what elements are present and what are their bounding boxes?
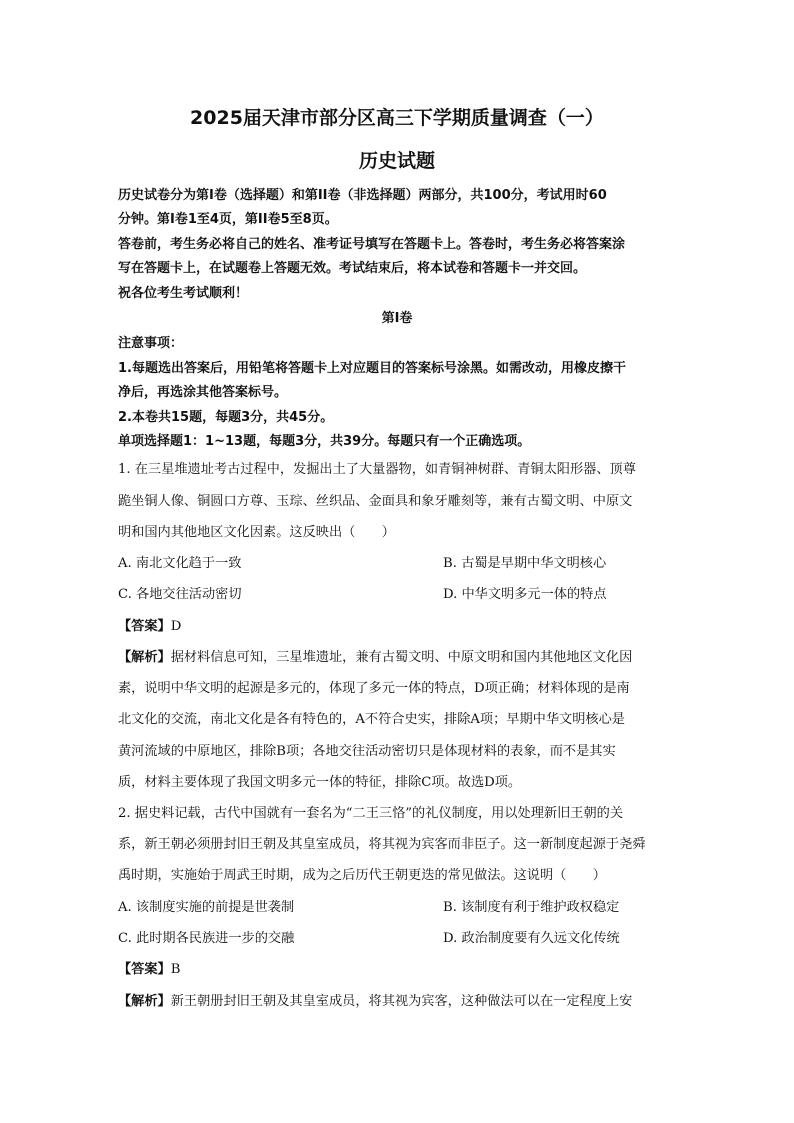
document-title: 2025届天津市部分区高三下学期质量调查（一） <box>190 107 604 129</box>
intro-line: 答卷前，考生务必将自己的姓名、准考证号填写在答题卡上。答卷时，考生务必将答案涂 <box>118 237 626 252</box>
analysis-label: 【解析】 <box>118 994 171 1009</box>
answer-label: 【答案】 <box>118 962 171 977</box>
analysis-text: 新王朝册封旧王朝及其皇室成员，将其视为宾客，这种做法可以在一定程度上安 <box>170 994 633 1009</box>
q1-option-b: B. 古蜀是早期中华文明核心 <box>443 556 607 571</box>
document-subtitle: 历史试题 <box>358 150 435 172</box>
question-2-line: 系，新王朝必须册封旧王朝及其皇室成员，将其视为宾客而非臣子。这一新制度起源于尧舜 <box>118 837 646 852</box>
question-1-line: 明和国内其他地区文化因素。这反映出（ ） <box>118 525 395 540</box>
q1-option-a: A. 南北文化趋于一致 <box>118 556 242 571</box>
q1-analysis-line: 黄河流域的中原地区，排除B项；各地交往活动密切只是体现材料的表象，而不是其实 <box>118 744 616 759</box>
intro-line: 祝各位考生考试顺利！ <box>118 286 249 301</box>
q1-analysis-line <box>118 646 678 665</box>
q1-analysis-line: 北文化的交流，南北文化是各有特色的，A不符合史实，排除A项；早期中华文明核心是 <box>118 712 625 727</box>
intro-line: 分钟。第I卷1至4页，第II卷5至8页。 <box>118 212 338 227</box>
q2-option-b: B. 该制度有利于维护政权稳定 <box>443 900 620 915</box>
note-line: 2.本卷共15题，每题3分，共45分。 <box>118 410 334 425</box>
note-line: 净后，再选涂其他答案标号。 <box>118 385 288 400</box>
section-instruction: 单项选择题1：1~13题，每题3分，共39分。每题只有一个正确选项。 <box>118 434 531 449</box>
q2-option-c: C. 此时期各民族进一步的交融 <box>118 931 295 946</box>
question-1-line: 跪坐铜人像、铜圆口方尊、玉琮、丝织品、金面具和象牙雕刻等，兼有古蜀文明、中原文 <box>118 494 633 509</box>
q1-option-d: D. 中华文明多元一体的特点 <box>443 587 607 602</box>
q1-analysis-line: 素，说明中华文明的起源是多元的，体现了多元一体的特点，D项正确；材料体现的是南 <box>118 681 630 696</box>
question-1-line: 1. 在三星堆遗址考古过程中，发掘出土了大量器物，如青铜神树群、青铜太阳形器、顶尊 <box>118 462 636 477</box>
question-2-line: 2. 据史料记载，古代中国就有一套名为“二王三恪”的礼仪制度，用以处理新旧王朝的关 <box>118 806 624 821</box>
notes-title: 注意事项： <box>118 336 184 351</box>
q2-option-a: A. 该制度实施的前提是世袭制 <box>118 900 295 915</box>
q1-option-c: C. 各地交往活动密切 <box>118 587 242 602</box>
intro-line: 历史试卷分为第I卷（选择题）和第II卷（非选择题）两部分，共100分，考试用时60 <box>118 188 607 203</box>
q2-answer <box>118 958 678 977</box>
section-heading: 第I卷 <box>381 311 413 326</box>
q1-answer <box>118 615 678 634</box>
intro-line: 写在答题卡上，在试题卷上答题无效。考试结束后，将本试卷和答题卡一并交回。 <box>118 261 587 276</box>
q2-option-d: D. 政治制度要有久远文化传统 <box>443 931 620 946</box>
answer-value: D <box>170 619 182 634</box>
q2-analysis-line <box>118 990 678 1009</box>
question-2-line: 禹时期，实施始于周武王时期，成为之后历代王朝更迭的常见做法。这说明（ ） <box>118 868 606 883</box>
analysis-text: 据材料信息可知，三星堆遗址，兼有古蜀文明、中原文明和国内其他地区文化因 <box>170 650 633 665</box>
answer-label: 【答案】 <box>118 619 171 634</box>
q1-analysis-line: 质，材料主要体现了我国文明多元一体的特征，排除C项。故选D项。 <box>118 775 522 790</box>
note-line: 1.每题选出答案后，用铅笔将答题卡上对应题目的答案标号涂黑。如需改动，用橡皮擦干 <box>118 361 626 376</box>
analysis-label: 【解析】 <box>118 650 171 665</box>
answer-value: B <box>170 962 181 977</box>
